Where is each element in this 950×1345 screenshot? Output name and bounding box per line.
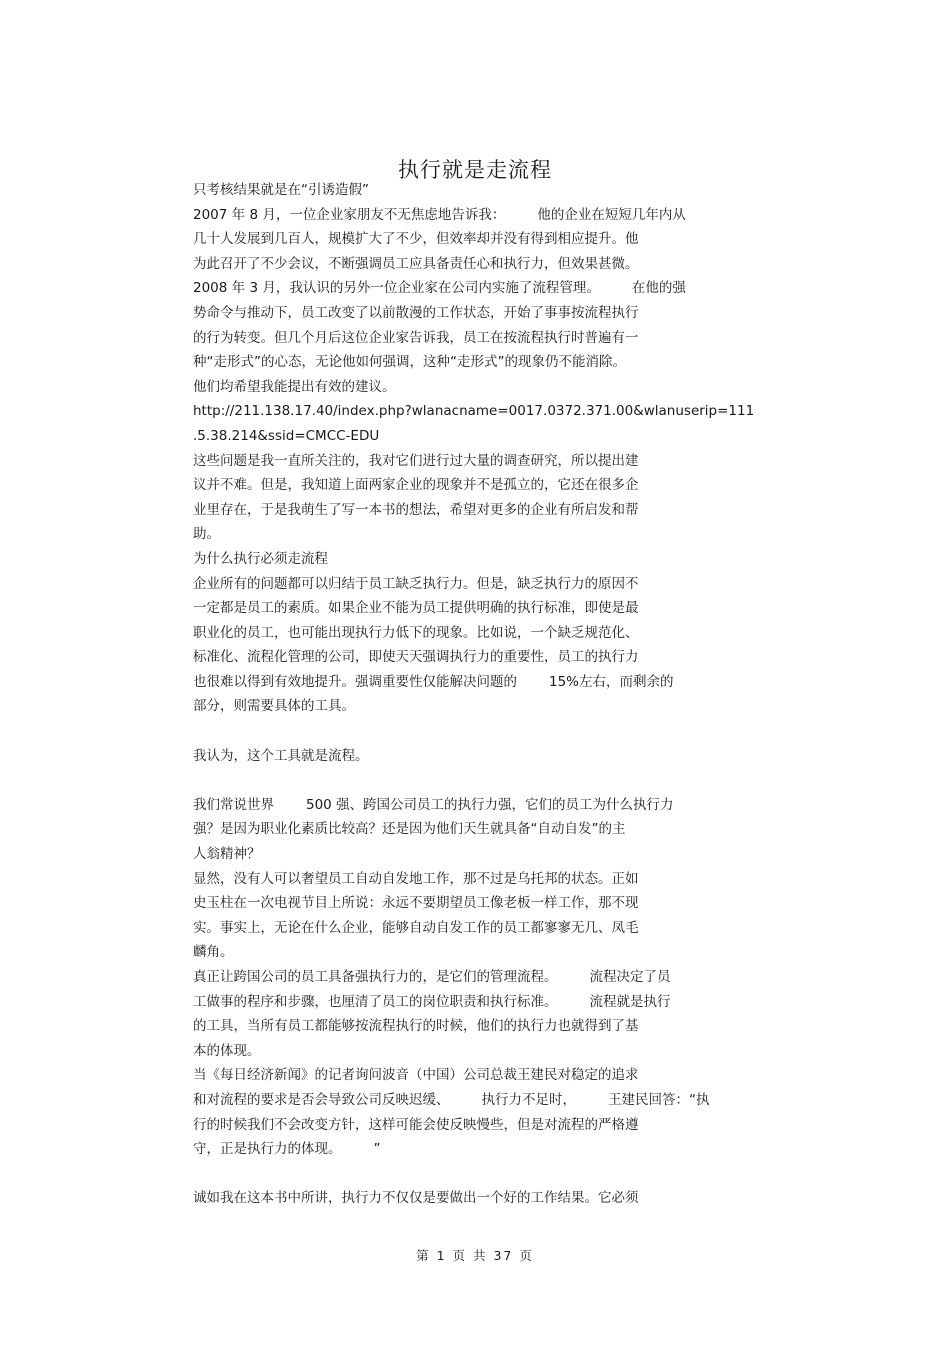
text-line bbox=[193, 621, 773, 646]
text-line bbox=[193, 793, 773, 818]
text-line bbox=[193, 1039, 773, 1064]
text-line bbox=[193, 1088, 773, 1113]
text-segment: 也很难以得到有效地提升。强调重要性仅能解决问题的 bbox=[193, 673, 517, 690]
text-line bbox=[193, 473, 773, 498]
text-segment: 守，正是执行力的体现。 bbox=[193, 1141, 342, 1158]
text-segment: 几十人发展到几百人，规模扩大了不少，但效率却并没有得到相应提升。他 bbox=[193, 231, 639, 248]
text-segment: 一定都是员工的素质。如果企业不能为员工提供明确的执行标准，即使是最 bbox=[193, 600, 639, 617]
text-segment: 助。 bbox=[193, 526, 220, 543]
text-segment: 实。事实上，无论在什么企业，能够自动自发工作的员工都寥寥无几、凤毛 bbox=[193, 919, 639, 936]
text-line bbox=[193, 350, 773, 375]
text-segment: http://211.138.17.40/index.php?wlanacname=0017.0372.371.00&wlanuserip=111 bbox=[193, 403, 755, 420]
text-segment: 为什么执行必须走流程 bbox=[193, 550, 328, 567]
text-segment: 麟角。 bbox=[193, 944, 234, 961]
text-segment: 人翁精神？ bbox=[193, 846, 261, 863]
page-footer: 第 1 页 共 37 页 bbox=[416, 1248, 534, 1263]
text-segment: 势命令与推动下，员工改变了以前散漫的工作状态，开始了事事按流程执行 bbox=[193, 304, 639, 321]
blank-line bbox=[193, 768, 773, 793]
text-line bbox=[193, 399, 773, 424]
text-line bbox=[193, 867, 773, 892]
text-segment: 企业所有的问题都可以归结于员工缺乏执行力。但是，缺乏执行力的原因不 bbox=[193, 575, 639, 592]
text-segment: ” bbox=[373, 1141, 381, 1158]
text-segment: 职业化的员工，也可能出现执行力低下的现象。比如说，一个缺乏规范化、 bbox=[193, 624, 639, 641]
text-line bbox=[193, 596, 773, 621]
text-segment: 这些问题是我一直所关注的，我对它们进行过大量的调查研究，所以提出建 bbox=[193, 452, 639, 469]
text-segment: 工做事的程序和步骤，也厘清了员工的岗位职责和执行标准。 bbox=[193, 993, 558, 1010]
text-segment: 强？是因为职业化素质比较高？还是因为他们天生就具备“自动自发”的主 bbox=[193, 821, 626, 838]
text-segment: 行的时候我们不会改变方针，这样可能会使反映慢些，但是对流程的严格遵 bbox=[193, 1116, 639, 1133]
document-body bbox=[193, 178, 773, 1211]
text-segment: 在他的强 bbox=[631, 280, 686, 297]
text-line bbox=[193, 965, 773, 990]
text-segment: 真正让跨国公司的员工具备强执行力的，是它们的管理流程。 bbox=[193, 969, 558, 985]
text-line bbox=[193, 744, 773, 769]
text-line bbox=[193, 203, 773, 228]
text-segment: 业里存在，于是我萌生了写一本书的想法，希望对更多的企业有所启发和帮 bbox=[193, 501, 639, 518]
blank-line bbox=[193, 1162, 773, 1187]
text-segment: .5.38.214&ssid=CMCC-EDU bbox=[193, 427, 380, 444]
text-segment: 史玉柱在一次电视节目上所说：永远不要期望员工像老板一样工作，那不现 bbox=[193, 895, 639, 912]
text-segment: 的工具，当所有员工都能够按流程执行的时候，他们的执行力也就得到了基 bbox=[193, 1018, 639, 1035]
text-segment: 当《每日经济新闻》的记者询问波音（中国）公司总裁王建民对稳定的追求 bbox=[193, 1067, 639, 1084]
text-line bbox=[193, 522, 773, 547]
text-segment: 王建民回答：“执 bbox=[608, 1091, 710, 1108]
text-line bbox=[193, 276, 773, 301]
text-line bbox=[193, 694, 773, 719]
text-segment: 他的企业在短短几年内从 bbox=[537, 206, 686, 223]
text-segment: 执行力不足时， bbox=[481, 1091, 576, 1108]
text-segment: 2007 年 8 月，一位企业家朋友不无焦虑地告诉我： bbox=[193, 206, 506, 223]
text-line bbox=[193, 990, 773, 1015]
text-line bbox=[193, 424, 773, 449]
text-line bbox=[193, 670, 773, 695]
text-line bbox=[193, 842, 773, 867]
text-segment: 我们常说世界 bbox=[193, 796, 274, 813]
text-segment: 和对流程的要求是否会导致公司反映迟缓、 bbox=[193, 1091, 450, 1108]
text-segment: 显然，没有人可以奢望员工自动自发地工作，那不过是乌托邦的状态。正如 bbox=[193, 870, 639, 887]
text-line bbox=[193, 375, 773, 400]
text-line bbox=[193, 498, 773, 523]
text-line bbox=[193, 1113, 773, 1138]
text-segment: 我认为，这个工具就是流程。 bbox=[193, 747, 369, 764]
page-title: 执行就是走流程 bbox=[398, 158, 552, 183]
text-segment: 的行为转变。但几个月后这位企业家告诉我，员工在按流程执行时普遍有一 bbox=[193, 329, 639, 346]
text-segment: 议并不难。但是，我知道上面两家企业的现象并不是孤立的，它还在很多企 bbox=[193, 477, 639, 494]
text-line bbox=[193, 449, 773, 474]
text-line bbox=[193, 1014, 773, 1039]
text-segment: 种“走形式”的心态，无论他如何强调，这种“走形式”的现象仍不能消除。 bbox=[193, 354, 626, 371]
text-line bbox=[193, 1186, 773, 1211]
text-line bbox=[193, 1063, 773, 1088]
text-line bbox=[193, 572, 773, 597]
text-segment: 500 强、跨国公司员工的执行力强，它们的员工为什么执行力 bbox=[306, 796, 674, 813]
text-segment: 标准化、流程化管理的公司，即使天天强调执行力的重要性，员工的执行力 bbox=[193, 649, 639, 666]
text-segment: 为此召开了不少会议，不断强调员工应具备责任心和执行力，但效果甚微。 bbox=[193, 255, 639, 272]
text-segment: 流程决定了员 bbox=[589, 969, 671, 985]
text-segment: 只考核结果就是在“引诱造假” bbox=[193, 182, 369, 198]
text-segment: 15%左右，而剩余的 bbox=[549, 673, 674, 690]
text-line bbox=[193, 645, 773, 670]
text-line bbox=[193, 940, 773, 965]
text-line bbox=[193, 326, 773, 351]
text-segment: 诚如我在这本书中所讲，执行力不仅仅是要做出一个好的工作结果。它必须 bbox=[193, 1190, 639, 1207]
text-line bbox=[193, 252, 773, 277]
text-segment: 流程就是执行 bbox=[589, 993, 671, 1010]
text-segment: 本的体现。 bbox=[193, 1042, 261, 1059]
text-line bbox=[193, 227, 773, 252]
blank-line bbox=[193, 719, 773, 744]
text-line bbox=[193, 178, 773, 203]
text-segment: 他们均希望我能提出有效的建议。 bbox=[193, 378, 396, 395]
text-line bbox=[193, 547, 773, 572]
text-segment: 2008 年 3 月，我认识的另外一位企业家在公司内实施了流程管理。 bbox=[193, 280, 600, 297]
text-line bbox=[193, 301, 773, 326]
text-line bbox=[193, 916, 773, 941]
text-segment: 部分，则需要具体的工具。 bbox=[193, 698, 355, 715]
text-line bbox=[193, 891, 773, 916]
text-line bbox=[193, 1137, 773, 1162]
text-line bbox=[193, 817, 773, 842]
